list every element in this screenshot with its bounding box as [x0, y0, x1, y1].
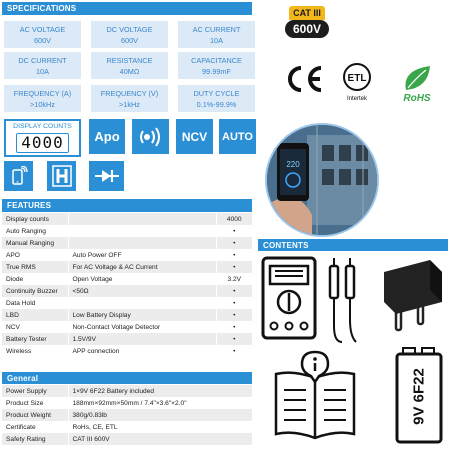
general-name: Product Weight: [2, 409, 68, 421]
general-value: 380g/0.83lb: [68, 409, 252, 421]
spec-label: DC CURRENT: [18, 56, 67, 65]
feature-desc: [68, 297, 216, 309]
diode-badge: [89, 161, 124, 191]
feature-value: 3.2V: [216, 273, 252, 285]
feature-name: Display counts: [2, 213, 68, 225]
feature-name: APO: [2, 249, 68, 261]
display-counts-label: DISPLAY COUNTS: [13, 123, 72, 130]
spec-ac-voltage: [4, 21, 81, 48]
feature-desc: Low Battery Display: [68, 309, 216, 321]
spec-label: AC CURRENT: [192, 25, 241, 34]
display-counts-badge: [4, 119, 81, 157]
feature-desc: Auto Power OFF: [68, 249, 216, 261]
feature-name: Data Hold: [2, 297, 68, 309]
feature-name: NCV: [2, 321, 68, 333]
feature-value: •: [216, 321, 252, 333]
svg-text:ETL: ETL: [347, 73, 367, 84]
feature-desc: APP connection: [68, 345, 216, 357]
phone-wireless-icon: [10, 166, 28, 186]
general-value: CAT III 600V: [68, 433, 252, 445]
table-row: [2, 345, 252, 357]
table-row: [2, 421, 252, 433]
general-name: Product Size: [2, 397, 68, 409]
feature-value: •: [216, 225, 252, 237]
display-counts-value: 4000: [21, 133, 64, 152]
spec-label: CAPACITANCE: [191, 56, 242, 65]
wireless-badge: [132, 119, 169, 154]
specifications-title: SPECIFICATIONS: [7, 4, 77, 13]
feature-value: 4000: [216, 213, 252, 225]
table-row: [2, 249, 252, 261]
general-value: 1×9V 6F22 Battery included: [68, 385, 252, 397]
wireless-icon: [138, 127, 164, 147]
features-header: [2, 199, 252, 212]
ncv-badge: [176, 119, 213, 154]
feature-desc: <50Ω: [68, 285, 216, 297]
apo-label: Apo: [94, 129, 120, 144]
general-value: 188mm×92mm×50mm / 7.4"×3.6"×2.0": [68, 397, 252, 409]
table-row: [2, 261, 252, 273]
feature-desc: Non-Contact Voltage Detector: [68, 321, 216, 333]
spec-value: 600V: [120, 36, 139, 45]
general-header: [2, 372, 252, 384]
spec-value: 40MΩ: [119, 67, 140, 76]
general-name: Certificate: [2, 421, 68, 433]
feature-name: Auto Ranging: [2, 225, 68, 237]
table-row: [2, 385, 252, 397]
spec-label: FREQUENCY (A): [13, 89, 72, 98]
general-value: RoHs, CE, ETL: [68, 421, 252, 433]
spec-dc-voltage: [91, 21, 168, 48]
plug-adapter-icon: [382, 258, 444, 338]
table-row: [2, 225, 252, 237]
spec-value: >10kHz: [30, 100, 55, 109]
feature-value: •: [216, 285, 252, 297]
spec-capacitance: [178, 52, 255, 79]
general-name: Safety Rating: [2, 433, 68, 445]
contents-header: [258, 239, 448, 251]
table-row: [2, 213, 252, 225]
spec-label: DC VOLTAGE: [106, 25, 153, 34]
feature-value: •: [216, 309, 252, 321]
table-row: [2, 309, 252, 321]
features-table: [2, 213, 252, 357]
intertek-label: Intertek: [346, 96, 367, 102]
svg-text:220: 220: [286, 160, 300, 169]
contents-title: CONTENTS: [263, 240, 309, 250]
feature-name: Battery Tester: [2, 333, 68, 345]
spec-value: 0.1%-99.9%: [196, 100, 237, 109]
general-title: General: [7, 373, 39, 383]
feature-desc: [68, 225, 216, 237]
battery-9v: [394, 346, 444, 444]
general-name: Power Supply: [2, 385, 68, 397]
feature-name: Manual Ranging: [2, 237, 68, 249]
table-row: [2, 273, 252, 285]
feature-desc: [68, 237, 216, 249]
feature-name: Continuity Buzzer: [2, 285, 68, 297]
lcd-window: [16, 133, 69, 153]
rohs-mark: [394, 64, 440, 102]
battery-label: 9V 6F22: [410, 368, 428, 425]
hold-badge: [47, 161, 76, 191]
feature-desc: Open Voltage: [68, 273, 216, 285]
user-manual-icon: [272, 350, 358, 442]
cat-voltage: 600V: [285, 20, 329, 38]
ce-mark-icon: [283, 64, 325, 94]
spec-frequency-a: [4, 85, 81, 112]
rohs-leaf-icon: [394, 64, 440, 92]
panel-phone-image: [267, 125, 379, 237]
table-row: [2, 433, 252, 445]
spec-value: >1kHz: [119, 100, 140, 109]
spec-label: AC VOLTAGE: [19, 25, 66, 34]
cat-rating: CAT III: [289, 6, 325, 20]
feature-value: •: [216, 261, 252, 273]
table-row: [2, 409, 252, 421]
spec-duty-cycle: [178, 85, 255, 112]
feature-value: •: [216, 249, 252, 261]
table-row: [2, 237, 252, 249]
spec-value: 10A: [210, 36, 223, 45]
table-row: [2, 333, 252, 345]
spec-frequency-v: [91, 85, 168, 112]
etl-mark: [337, 62, 377, 102]
cat-iii-badge: [283, 4, 331, 40]
feature-value: •: [216, 345, 252, 357]
spec-dc-current: [4, 52, 81, 79]
app-badge: [4, 161, 33, 191]
ncv-label: NCV: [181, 129, 208, 144]
specifications-header: [2, 2, 252, 15]
spec-value: 99.99mF: [202, 67, 231, 76]
table-row: [2, 397, 252, 409]
feature-desc: [68, 213, 216, 225]
feature-value: •: [216, 297, 252, 309]
apo-badge: [89, 119, 125, 154]
spec-value: 600V: [33, 36, 52, 45]
table-row: [2, 285, 252, 297]
diode-icon: [94, 168, 120, 184]
feature-desc: For AC Voltage & AC Current: [68, 261, 216, 273]
hold-h-icon: [52, 165, 72, 187]
app-in-use-photo: [265, 123, 379, 237]
multimeter-icon: [259, 256, 319, 341]
feature-value: •: [216, 237, 252, 249]
features-title: FEATURES: [7, 201, 52, 210]
spec-label: FREQUENCY (V): [100, 89, 159, 98]
table-row: [2, 297, 252, 309]
spec-ac-current: [178, 21, 255, 48]
test-leads-icon: [322, 256, 362, 346]
feature-name: LBD: [2, 309, 68, 321]
spec-label: RESISTANCE: [106, 56, 153, 65]
feature-value: •: [216, 333, 252, 345]
spec-label: DUTY CYCLE: [193, 89, 240, 98]
feature-name: Diode: [2, 273, 68, 285]
spec-value: 10A: [36, 67, 49, 76]
feature-desc: 1.5V/9V: [68, 333, 216, 345]
general-table: [2, 385, 252, 445]
etl-listed-icon: [337, 62, 377, 94]
feature-name: True RMS: [2, 261, 68, 273]
spec-resistance: [91, 52, 168, 79]
auto-badge: [219, 119, 256, 154]
rohs-label: RoHS: [403, 93, 431, 104]
feature-name: Wireless: [2, 345, 68, 357]
table-row: [2, 321, 252, 333]
auto-label: AUTO: [222, 130, 253, 143]
